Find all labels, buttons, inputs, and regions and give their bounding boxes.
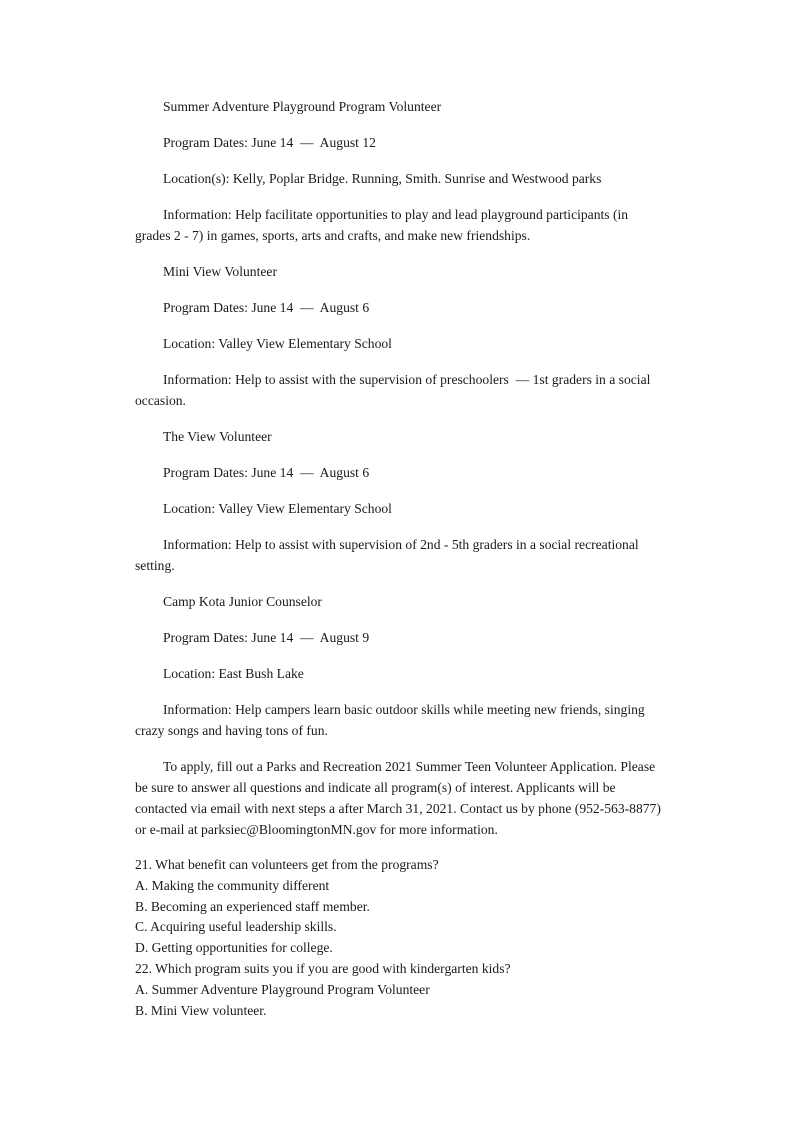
program-title: Camp Kota Junior Counselor <box>163 594 322 609</box>
program-information: Information: Help to assist with the supervision of preschoolers — 1st graders in a social occasion. <box>135 372 651 408</box>
program-title: Mini View Volunteer <box>163 264 277 279</box>
answer-option: B. Mini View volunteer. <box>135 1002 267 1018</box>
answer-option: C. Acquiring useful leadership skills. <box>135 919 337 935</box>
question-stem: 21. What benefit can volunteers get from the programs? <box>135 857 439 872</box>
questions-section <box>135 855 665 1021</box>
program-location: Location: East Bush Lake <box>163 666 304 681</box>
program-title: The View Volunteer <box>163 429 272 444</box>
program-information: Information: Help campers learn basic outdoor skills while meeting new friends, singing crazy songs and having tons of fun. <box>135 702 645 738</box>
program-dates: Program Dates: June 14 — August 12 <box>163 135 376 150</box>
program-location: Location: Valley View Elementary School <box>163 336 392 351</box>
answer-option: A. Making the community different <box>135 877 330 893</box>
document-page <box>135 96 665 1021</box>
program-location: Location: Valley View Elementary School <box>163 501 392 516</box>
program-dates: Program Dates: June 14 — August 9 <box>163 630 370 645</box>
program-location: Location(s): Kelly, Poplar Bridge. Running, Smith. Sunrise and Westwood parks <box>163 171 602 186</box>
program-dates: Program Dates: June 14 — August 6 <box>163 465 370 480</box>
program-title: Summer Adventure Playground Program Volunteer <box>163 99 442 114</box>
apply-instructions: To apply, fill out a Parks and Recreation 2021 Summer Teen Volunteer Application. Please be sure to answer all questions and indicate all program(s) of interest. Applicants will be contacted via email with next steps a after March 31, 2021. Contact us by phone (952-563-8877) or e-mail at parksiec@BloomingtonMN.gov for more information. <box>135 759 661 837</box>
program-information: Information: Help to assist with supervision of 2nd - 5th graders in a social recreational setting. <box>135 537 639 573</box>
program-dates: Program Dates: June 14 — August 6 <box>163 300 370 315</box>
answer-option: B. Becoming an experienced staff member. <box>135 898 370 914</box>
answer-option: A. Summer Adventure Playground Program Volunteer <box>135 981 430 997</box>
answer-option: D. Getting opportunities for college. <box>135 940 333 956</box>
question-stem: 22. Which program suits you if you are good with kindergarten kids? <box>135 960 511 976</box>
program-information: Information: Help facilitate opportunities to play and lead playground participants (in grades 2 - 7) in games, sports, arts and crafts, and make new friendships. <box>135 207 629 243</box>
